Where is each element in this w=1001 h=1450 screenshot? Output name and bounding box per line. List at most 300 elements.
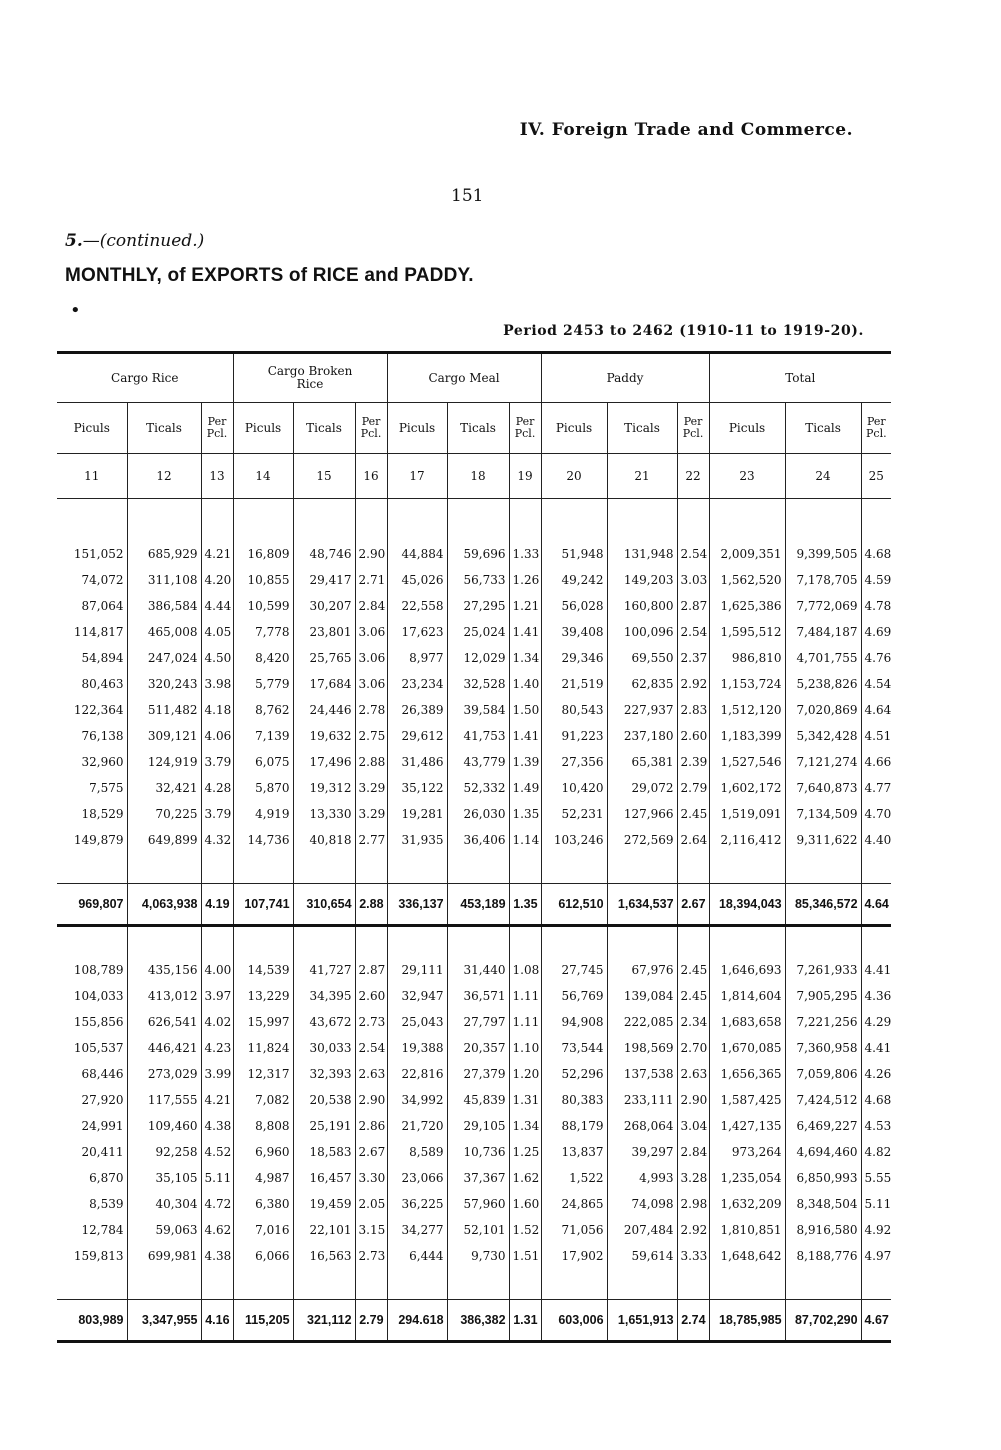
table-cell: 511,482 [127, 697, 201, 723]
table-cell: 1.62 [509, 1165, 541, 1191]
table-cell: 4.62 [201, 1217, 233, 1243]
table-cell: 52,101 [447, 1217, 509, 1243]
total-cell: 18,394,043 [709, 884, 785, 926]
table-cell: 311,108 [127, 567, 201, 593]
table-cell: 6,444 [387, 1243, 447, 1269]
table-cell: 65,381 [607, 749, 677, 775]
table-cell: 2.84 [677, 1139, 709, 1165]
column-header: Ticals [127, 403, 201, 454]
total-cell: 4.16 [201, 1300, 233, 1342]
table-cell: 80,463 [81, 677, 124, 691]
column-number: 19 [509, 454, 541, 499]
table-cell: 35,122 [387, 775, 447, 801]
table-cell: 4,919 [233, 801, 293, 827]
table-cell: 7,778 [233, 619, 293, 645]
table-cell: 23,234 [387, 671, 447, 697]
total-cell: 18,785,985 [709, 1300, 785, 1342]
table-number: 5. [65, 231, 83, 251]
page-number: 151 [451, 186, 484, 206]
table-cell: 36,571 [447, 983, 509, 1009]
table-cell: 19,388 [387, 1035, 447, 1061]
table-cell: 13,330 [293, 801, 355, 827]
table-cell: 1,587,425 [709, 1087, 785, 1113]
table-cell: 149,203 [607, 567, 677, 593]
table-cell: 4.29 [861, 1009, 891, 1035]
column-header: Piculs [233, 403, 293, 454]
table-cell: 1.41 [509, 723, 541, 749]
total-cell: 87,702,290 [785, 1300, 861, 1342]
table-cell: 309,121 [127, 723, 201, 749]
table-cell: 1.20 [509, 1061, 541, 1087]
total-cell: 2.88 [355, 884, 387, 926]
total-cell: 603,006 [541, 1300, 607, 1342]
column-number: 14 [233, 454, 293, 499]
table-cell: 3.03 [677, 567, 709, 593]
spacer-cell [387, 853, 447, 884]
table-cell: 17,496 [293, 749, 355, 775]
spacer-cell [355, 853, 387, 884]
table-cell: 6,066 [233, 1243, 293, 1269]
table-cell: 22,816 [387, 1061, 447, 1087]
table-cell: 3.06 [355, 619, 387, 645]
table-cell: 32,421 [127, 775, 201, 801]
total-cell: 107,741 [233, 884, 293, 926]
table-cell: 71,056 [541, 1217, 607, 1243]
table-cell: 7,139 [233, 723, 293, 749]
table-cell: 16,809 [233, 541, 293, 567]
total-cell: 453,189 [447, 884, 509, 926]
table-cell: 1,512,120 [709, 697, 785, 723]
total-cell: 803,989 [57, 1300, 127, 1342]
table-cell: 117,555 [127, 1087, 201, 1113]
table-cell: 3.06 [355, 671, 387, 697]
column-number: 17 [387, 454, 447, 499]
table-cell: 30,207 [293, 593, 355, 619]
table-cell: 6,870 [89, 1171, 124, 1185]
table-cell: 1.26 [509, 567, 541, 593]
spacer-cell [127, 1269, 201, 1300]
table-cell: 31,440 [447, 957, 509, 983]
table-cell: 91,223 [541, 723, 607, 749]
table-cell: 2.92 [677, 671, 709, 697]
table-cell: 6,469,227 [785, 1113, 861, 1139]
table-cell: 2.05 [355, 1191, 387, 1217]
table-title: MONTHLY, of EXPORTS of RICE and PADDY. [65, 265, 474, 286]
table-row [57, 827, 891, 853]
table-cell: 1.41 [509, 619, 541, 645]
table-cell: 12,029 [447, 645, 509, 671]
total-cell: 85,346,572 [785, 884, 861, 926]
total-cell: 4.64 [861, 884, 891, 926]
table-cell: 36,406 [447, 827, 509, 853]
table-row [57, 1217, 891, 1243]
spacer-cell [387, 499, 447, 542]
table-cell: 52,231 [541, 801, 607, 827]
table-cell: 103,246 [541, 827, 607, 853]
spacer-cell [387, 926, 447, 958]
table-cell: 40,818 [293, 827, 355, 853]
spacer-cell [677, 853, 709, 884]
table-cell: 1,527,546 [709, 749, 785, 775]
table-cell: 1,670,085 [709, 1035, 785, 1061]
table-cell: 14,539 [233, 957, 293, 983]
table-cell: 122,364 [73, 703, 124, 717]
table-cell: 1.60 [509, 1191, 541, 1217]
group-header-row [57, 353, 891, 403]
table-cell: 87,064 [81, 599, 124, 613]
spacer-cell [201, 926, 233, 958]
table-cell: 74,098 [607, 1191, 677, 1217]
column-header: Piculs [387, 403, 447, 454]
table-cell: 2.84 [355, 593, 387, 619]
table-row [57, 801, 891, 827]
table-cell: 986,810 [709, 645, 785, 671]
table-cell: 1.51 [509, 1243, 541, 1269]
table-cell: 4.38 [201, 1113, 233, 1139]
table-cell: 21,519 [541, 671, 607, 697]
table-cell: 5.11 [201, 1165, 233, 1191]
exports-table [57, 351, 891, 1343]
spacer-row [57, 499, 891, 542]
table-cell: 22,101 [293, 1217, 355, 1243]
spacer-cell [607, 853, 677, 884]
table-cell: 4.32 [201, 827, 233, 853]
table-cell: 18,583 [293, 1139, 355, 1165]
table-cell: 2,009,351 [709, 541, 785, 567]
table-cell: 1,562,520 [709, 567, 785, 593]
table-cell: 2.39 [677, 749, 709, 775]
table-cell: 48,746 [293, 541, 355, 567]
table-cell: 5.11 [861, 1191, 891, 1217]
table-cell: 1.40 [509, 671, 541, 697]
table-cell: 40,304 [127, 1191, 201, 1217]
table-cell: 3.79 [201, 749, 233, 775]
table-cell: 227,937 [607, 697, 677, 723]
table-cell: 23,066 [387, 1165, 447, 1191]
table-row [57, 1009, 891, 1035]
table-cell: 25,191 [293, 1113, 355, 1139]
table-cell: 19,632 [293, 723, 355, 749]
total-cell: 612,510 [541, 884, 607, 926]
column-header: Ticals [785, 403, 861, 454]
table-cell: 3.28 [677, 1165, 709, 1191]
table-cell: 2.37 [677, 645, 709, 671]
table-cell: 155,856 [73, 1015, 124, 1029]
table-cell: 7,121,274 [785, 749, 861, 775]
table-cell: 104,033 [73, 989, 124, 1003]
total-cell: 386,382 [447, 1300, 509, 1342]
table-cell: 1.34 [509, 645, 541, 671]
total-cell: 4.19 [201, 884, 233, 926]
table-cell: 15,997 [233, 1009, 293, 1035]
table-cell: 10,420 [541, 775, 607, 801]
table-row [57, 1165, 891, 1191]
table-cell: 20,357 [447, 1035, 509, 1061]
table-cell: 1.33 [509, 541, 541, 567]
column-number: 24 [785, 454, 861, 499]
table-cell: 19,459 [293, 1191, 355, 1217]
spacer-cell [785, 853, 861, 884]
table-cell: 124,919 [127, 749, 201, 775]
table-cell: 7,905,295 [785, 983, 861, 1009]
table-row [57, 1061, 891, 1087]
table-cell: 2.60 [677, 723, 709, 749]
table-cell: 43,779 [447, 749, 509, 775]
table-cell: 70,225 [127, 801, 201, 827]
table-cell: 4.36 [861, 983, 891, 1009]
table-cell: 4.26 [861, 1061, 891, 1087]
total-cell: 115,205 [233, 1300, 293, 1342]
table-cell: 10,736 [447, 1139, 509, 1165]
period-label: Period 2453 to 2462 (1910-11 to 1919-20). [503, 323, 864, 339]
table-cell: 105,537 [73, 1041, 124, 1055]
spacer-cell [509, 926, 541, 958]
table-cell: 4.66 [861, 749, 891, 775]
table-cell: 7,020,869 [785, 697, 861, 723]
table-cell: 2.34 [677, 1009, 709, 1035]
table-cell: 29,612 [387, 723, 447, 749]
table-cell: 31,935 [387, 827, 447, 853]
table-cell: 44,884 [387, 541, 447, 567]
table-row [57, 957, 891, 983]
table-cell: 100,096 [607, 619, 677, 645]
column-number-row [57, 454, 891, 499]
spacer-cell [607, 499, 677, 542]
table-cell: 1.11 [509, 1009, 541, 1035]
spacer-cell [233, 1269, 293, 1300]
table-cell: 3.06 [355, 645, 387, 671]
spacer-cell [293, 499, 355, 542]
table-cell: 29,346 [541, 645, 607, 671]
table-cell: 92,258 [127, 1139, 201, 1165]
table-cell: 268,064 [607, 1113, 677, 1139]
spacer-cell [447, 1269, 509, 1300]
table-cell: 32,393 [293, 1061, 355, 1087]
table-cell: 3.97 [201, 983, 233, 1009]
spacer-cell [677, 926, 709, 958]
table-cell: 51,948 [541, 541, 607, 567]
column-header: Ticals [607, 403, 677, 454]
total-cell: 1.31 [509, 1300, 541, 1342]
table-cell: 6,075 [233, 749, 293, 775]
spacer-cell [785, 499, 861, 542]
table-cell: 26,389 [387, 697, 447, 723]
table-cell: 4.18 [201, 697, 233, 723]
table-cell: 413,012 [127, 983, 201, 1009]
column-number: 12 [127, 454, 201, 499]
table-cell: 386,584 [127, 593, 201, 619]
table-cell: 233,111 [607, 1087, 677, 1113]
table-cell: 29,111 [387, 957, 447, 983]
table-cell: 80,543 [541, 697, 607, 723]
table-row [57, 749, 891, 775]
table-cell: 1.31 [509, 1087, 541, 1113]
table-cell: 6,850,993 [785, 1165, 861, 1191]
table-row [57, 541, 891, 567]
total-row [57, 1300, 891, 1342]
table-cell: 207,484 [607, 1217, 677, 1243]
table-cell: 973,264 [709, 1139, 785, 1165]
spacer-cell [861, 499, 891, 542]
table-cell: 32,947 [387, 983, 447, 1009]
table-cell: 7,360,958 [785, 1035, 861, 1061]
table-cell: 4.23 [201, 1035, 233, 1061]
total-cell: 310,654 [293, 884, 355, 926]
spacer-cell [785, 1269, 861, 1300]
table-cell: 12,784 [81, 1223, 124, 1237]
table-cell: 685,929 [127, 541, 201, 567]
spacer-cell [57, 1269, 127, 1300]
table-cell: 52,332 [447, 775, 509, 801]
table-cell: 1,602,172 [709, 775, 785, 801]
spacer-cell [509, 1269, 541, 1300]
spacer-cell [607, 926, 677, 958]
table-cell: 5.55 [861, 1165, 891, 1191]
table-cell: 2.63 [355, 1061, 387, 1087]
table-row [57, 593, 891, 619]
total-row [57, 884, 891, 926]
spacer-cell [509, 499, 541, 542]
table-cell: 7,178,705 [785, 567, 861, 593]
spacer-cell [127, 499, 201, 542]
table-cell: 160,800 [607, 593, 677, 619]
table-row [57, 1139, 891, 1165]
table-cell: 54,894 [81, 651, 124, 665]
table-row [57, 1113, 891, 1139]
table-row [57, 645, 891, 671]
table-cell: 68,446 [81, 1067, 124, 1081]
table-cell: 56,769 [541, 983, 607, 1009]
table-cell: 1.14 [509, 827, 541, 853]
table-cell: 4.38 [201, 1243, 233, 1269]
group-header: Total [709, 353, 891, 403]
table-cell: 34,992 [387, 1087, 447, 1113]
table-cell: 8,916,580 [785, 1217, 861, 1243]
table-cell: 8,188,776 [785, 1243, 861, 1269]
table-cell: 1,519,091 [709, 801, 785, 827]
spacer-cell [447, 853, 509, 884]
spacer-cell [677, 499, 709, 542]
table-cell: 4.70 [861, 801, 891, 827]
table-cell: 131,948 [607, 541, 677, 567]
table-cell: 37,367 [447, 1165, 509, 1191]
spacer-cell [709, 853, 785, 884]
table-cell: 4.51 [861, 723, 891, 749]
table-cell: 3.29 [355, 801, 387, 827]
spacer-cell [861, 1269, 891, 1300]
table-cell: 59,063 [127, 1217, 201, 1243]
spacer-cell [355, 926, 387, 958]
table-cell: 4.78 [861, 593, 891, 619]
table-cell: 7,484,187 [785, 619, 861, 645]
spacer-cell [447, 499, 509, 542]
table-cell: 30,033 [293, 1035, 355, 1061]
table-cell: 13,229 [233, 983, 293, 1009]
spacer-cell [709, 1269, 785, 1300]
table-cell: 27,797 [447, 1009, 509, 1035]
table-cell: 10,855 [233, 567, 293, 593]
table-cell: 32,960 [81, 755, 124, 769]
table-cell: 465,008 [127, 619, 201, 645]
spacer-cell [709, 499, 785, 542]
column-header: Per Pcl. [509, 403, 541, 454]
spacer-cell [233, 926, 293, 958]
table-cell: 11,824 [233, 1035, 293, 1061]
table-cell: 320,243 [127, 671, 201, 697]
table-cell: 4.06 [201, 723, 233, 749]
table-cell: 1,683,658 [709, 1009, 785, 1035]
table-cell: 80,383 [541, 1087, 607, 1113]
column-number: 13 [201, 454, 233, 499]
table-cell: 1,235,054 [709, 1165, 785, 1191]
table-cell: 1.35 [509, 801, 541, 827]
table-cell: 1,814,604 [709, 983, 785, 1009]
table-cell: 222,085 [607, 1009, 677, 1035]
table-cell: 27,379 [447, 1061, 509, 1087]
table-cell: 17,684 [293, 671, 355, 697]
spacer-cell [57, 499, 127, 542]
table-cell: 2.87 [355, 957, 387, 983]
table-cell: 2.79 [677, 775, 709, 801]
column-number: 18 [447, 454, 509, 499]
column-header: Ticals [447, 403, 509, 454]
table-cell: 19,281 [387, 801, 447, 827]
column-header: Per Pcl. [201, 403, 233, 454]
table-cell: 4,694,460 [785, 1139, 861, 1165]
table-cell: 151,052 [73, 547, 124, 561]
table-cell: 29,072 [607, 775, 677, 801]
column-number: 20 [541, 454, 607, 499]
total-cell: 2.74 [677, 1300, 709, 1342]
table-cell: 5,779 [233, 671, 293, 697]
spacer-cell [233, 853, 293, 884]
table-cell: 1,810,851 [709, 1217, 785, 1243]
column-number: 25 [861, 454, 891, 499]
table-cell: 27,295 [447, 593, 509, 619]
table-cell: 3.33 [677, 1243, 709, 1269]
table-cell: 1.50 [509, 697, 541, 723]
table-cell: 4.82 [861, 1139, 891, 1165]
table-cell: 4.44 [201, 593, 233, 619]
table-cell: 2.54 [355, 1035, 387, 1061]
table-cell: 35,105 [127, 1165, 201, 1191]
table-cell: 4.68 [861, 541, 891, 567]
sub-header-row [57, 403, 891, 454]
table-cell: 127,966 [607, 801, 677, 827]
table-cell: 17,902 [541, 1243, 607, 1269]
column-number: 11 [57, 454, 127, 499]
table-cell: 4.92 [861, 1217, 891, 1243]
table-cell: 27,920 [81, 1093, 124, 1107]
table-cell: 2.63 [677, 1061, 709, 1087]
table-cell: 4.21 [201, 541, 233, 567]
column-header: Per Pcl. [677, 403, 709, 454]
table-cell: 4.02 [201, 1009, 233, 1035]
table-cell: 41,753 [447, 723, 509, 749]
table-cell: 2.60 [355, 983, 387, 1009]
total-cell: 3,347,955 [127, 1300, 201, 1342]
table-cell: 32,528 [447, 671, 509, 697]
table-cell: 4.68 [861, 1087, 891, 1113]
table-cell: 4.72 [201, 1191, 233, 1217]
table-cell: 59,696 [447, 541, 509, 567]
table-cell: 4.97 [861, 1243, 891, 1269]
table-cell: 1.34 [509, 1113, 541, 1139]
table-cell: 1,648,642 [709, 1243, 785, 1269]
spacer-cell [541, 926, 607, 958]
table-cell: 1,183,399 [709, 723, 785, 749]
column-header: Per Pcl. [355, 403, 387, 454]
